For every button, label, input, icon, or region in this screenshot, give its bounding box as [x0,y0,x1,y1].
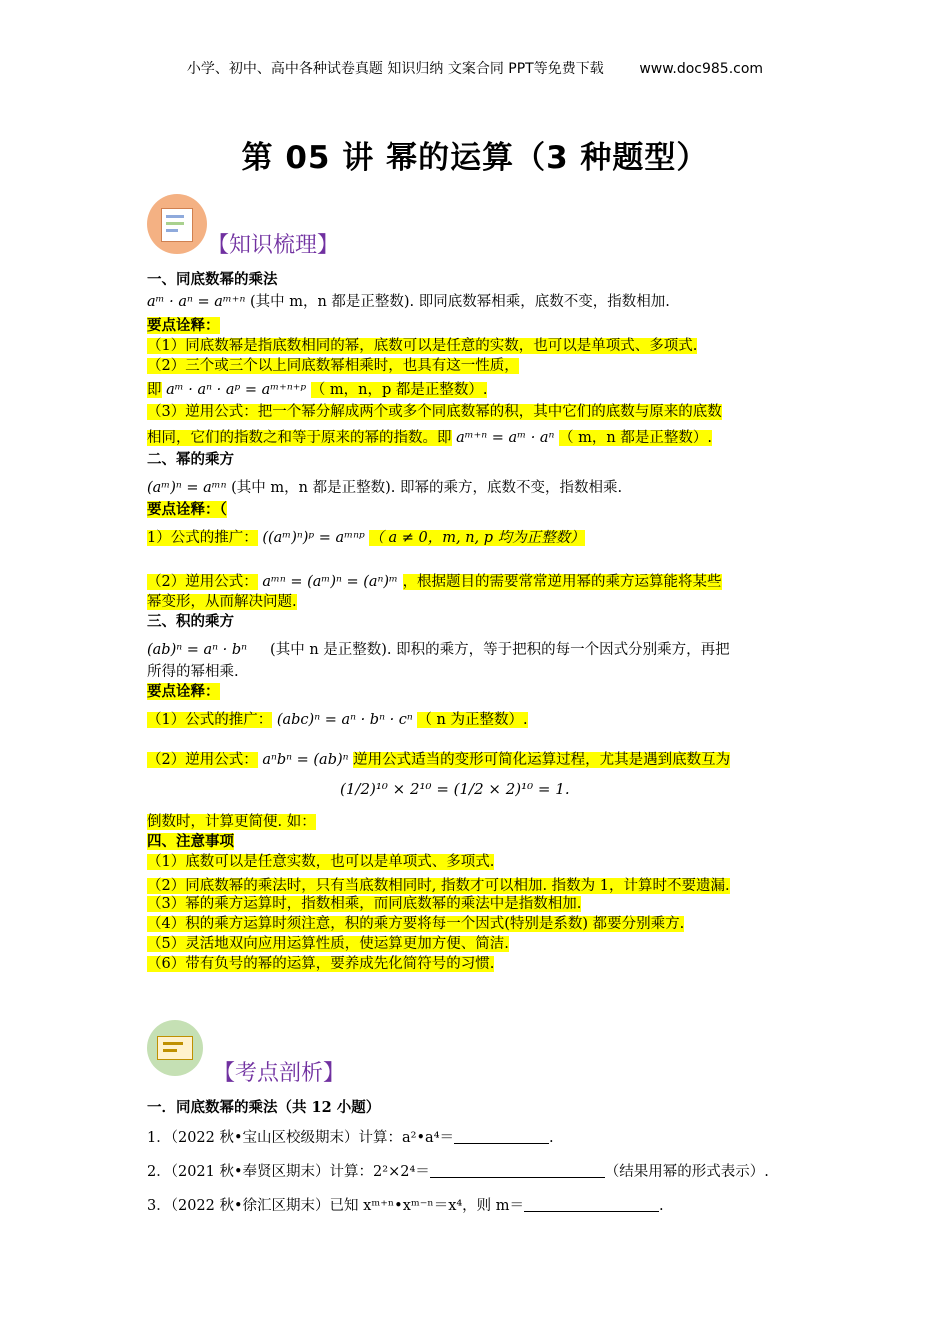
note-2: （2）同底数幂的乘法时，只有当底数相同时, 指数才可以相加. 指数为 1，计算时不要遗漏. [147,878,730,894]
question-2-text: 2．（2021 秋•奉贤区期末）计算：2²×2⁴＝ [147,1164,430,1180]
question-2-end: （结果用幂的形式表示）. [604,1164,769,1180]
document-icon [147,1020,203,1076]
q1-line [147,528,585,548]
text-3: (其中 n 是正整数). 即积的乘方，等于把积的每一个因式分别乘方，再把 [270,642,730,658]
text-2: (其中 m，n 都是正整数). 即幂的乘方，底数不变，指数相乘. [231,480,623,496]
formula-7: (ab)ⁿ = aⁿ · bⁿ [147,642,247,658]
analysis-section-title: 【考点剖析】 [213,1061,346,1086]
q2-post: ，根据题目的需要常常逆用幂的乘方运算能将某些 [402,574,722,590]
formula-line-2 [147,478,622,498]
heading-3: 三、积的乘方 [147,613,234,630]
point-2: （2）三个或三个以上同底数幂相乘时，也具有这一性质， [147,358,519,374]
point-2b-pre: 即 [147,382,162,398]
formula-2: aᵐ · aⁿ · aᵖ = aᵐ⁺ⁿ⁺ᵖ [166,382,307,398]
q2b: 幂变形，从而解决问题. [147,594,297,610]
formula-line-3 [147,640,730,660]
question-3 [147,1196,664,1216]
r2b: 倒数时，计算更简便. 如： [147,814,316,830]
r2-post: 逆用公式适当的变形可简化运算过程，尤其是遇到底数互为 [353,752,731,768]
text-3b: 所得的幂相乘. [147,664,239,680]
example-formula: (1/2)¹⁰ × 2¹⁰ = (1/2 × 2)¹⁰ = 1. [340,780,570,798]
q2-pre: （2）逆用公式： [147,574,258,590]
formula-4: (aᵐ)ⁿ = aᵐⁿ [147,480,227,496]
r1-pre: （1）公式的推广： [147,712,273,728]
answer-blank-2[interactable] [430,1163,605,1178]
knowledge-section-title: 【知识梳理】 [207,233,340,258]
formula-9: aⁿbⁿ = (ab)ⁿ [262,752,349,768]
header-url[interactable]: www.doc985.com [639,61,764,77]
r2-line [147,750,730,770]
key-label-1: 要点诠释： [147,317,220,334]
key-label-2: 要点诠释：（ [147,501,227,518]
page-header [0,58,950,78]
note-3: （3）幂的乘方运算时，指数相乘，而同底数幂的乘法中是指数相加. [147,896,582,912]
header-text: 小学、初中、高中各种试卷真题 知识归纳 文案合同 PPT等免费下载 [186,61,604,77]
point-3: （3）逆用公式：把一个幂分解成两个或多个同底数幂的积，其中它们的底数与原来的底数 [147,404,722,420]
formula-8: (abc)ⁿ = aⁿ · bⁿ · cⁿ [276,712,413,728]
page-title: 第 05 讲 幂的运算（3 种题型） [241,140,709,176]
answer-blank-1[interactable] [454,1129,549,1144]
question-3-text: 3．（2022 秋•徐汇区期末）已知 xᵐ⁺ⁿ•xᵐ⁻ⁿ＝x⁴，则 m＝ [147,1198,525,1214]
question-2 [147,1162,769,1182]
point-3b-pre: 相同，它们的指数之和等于原来的幂的指数。即 [147,430,452,446]
point-1: （1）同底数幂是指底数相同的幂，底数可以是任意的实数，也可以是单项式、多项式. [147,338,698,354]
point-3b-post: （ m，n 都是正整数）. [559,430,712,446]
question-1 [147,1128,554,1148]
notebook-icon [147,194,207,254]
q2-line [147,572,722,592]
note-6: （6）带有负号的幂的运算，要养成先化简符号的习惯. [147,956,495,972]
answer-blank-3[interactable] [524,1197,659,1212]
formula-line-1 [147,292,670,312]
heading-4: 四、注意事项 [147,833,234,850]
point-2-formula-line [147,380,487,400]
point-3b-line [147,428,712,448]
question-1-end: . [549,1130,554,1146]
formula-3: aᵐ⁺ⁿ = aᵐ · aⁿ [456,430,555,446]
heading-1: 一、同底数幂的乘法 [147,271,278,288]
r1-line [147,710,528,730]
question-3-end: . [659,1198,664,1214]
r2-pre: （2）逆用公式： [147,752,258,768]
point-2b-post: （ m，n，p 都是正整数）. [310,382,488,398]
formula-5: ((aᵐ)ⁿ)ᵖ = aᵐⁿᵖ [262,530,365,546]
analysis-heading-1: 一．同底数幂的乘法（共 12 小题） [147,1099,381,1116]
question-1-text: 1．（2022 秋•宝山区校级期末）计算：a²•a⁴＝ [147,1130,455,1146]
formula-1: aᵐ · aⁿ = aᵐ⁺ⁿ [147,294,246,310]
note-5: （5）灵活地双向应用运算性质，使运算更加方便、简洁. [147,936,509,952]
key-label-3: 要点诠释： [147,683,220,700]
note-4: （4）积的乘方运算时须注意，积的乘方要将每一个因式(特别是系数) 都要分别乘方. [147,916,685,932]
r1-post: （ n 为正整数）. [417,712,528,728]
note-1: （1）底数可以是任意实数，也可以是单项式、多项式. [147,854,495,870]
heading-2: 二、幂的乘方 [147,451,234,468]
text-1: (其中 m，n 都是正整数). 即同底数幂相乘，底数不变，指数相加. [249,294,670,310]
formula-6: aᵐⁿ = (aᵐ)ⁿ = (aⁿ)ᵐ [262,574,398,590]
q1-post: （ a ≠ 0，m, n, p 均为正整数） [369,530,585,546]
q1-pre: 1）公式的推广： [147,530,258,546]
